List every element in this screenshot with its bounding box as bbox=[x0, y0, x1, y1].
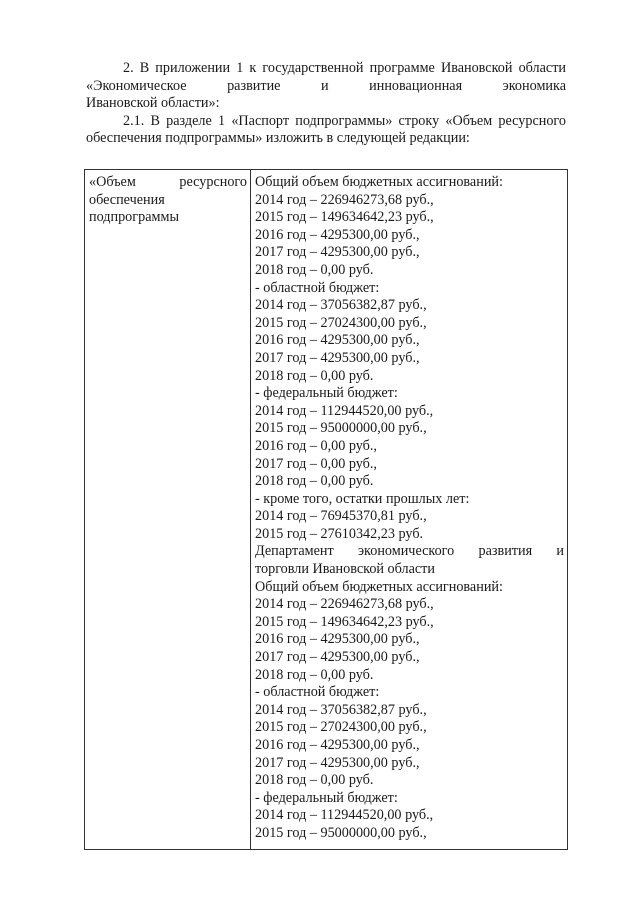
value-line: 2014 год – 226946273,68 руб., bbox=[255, 191, 434, 208]
value-line: 2017 год – 0,00 руб., bbox=[255, 455, 377, 472]
value-line: 2014 год – 37056382,87 руб., bbox=[255, 297, 427, 314]
value-line: 2014 год – 112944520,00 руб., bbox=[255, 807, 434, 824]
value-line: 2016 год – 4295300,00 руб., bbox=[255, 226, 420, 243]
intro-p1-line1: 2. В приложении 1 к государственной программе Ивановской bbox=[123, 60, 513, 76]
value-line: - кроме того, остатки прошлых лет: bbox=[255, 490, 470, 507]
table-row bbox=[85, 170, 568, 850]
row-label-line: подпрограммы bbox=[89, 209, 179, 226]
row-values-cell bbox=[251, 170, 568, 850]
value-line: - областной бюджет: bbox=[255, 279, 380, 296]
value-line: 2014 год – 37056382,87 руб., bbox=[255, 701, 427, 718]
value-line: Департамент экономического развития и bbox=[255, 543, 564, 560]
value-line: - областной бюджет: bbox=[255, 684, 380, 701]
value-line: 2017 год – 4295300,00 руб., bbox=[255, 349, 420, 366]
value-line: Общий объем бюджетных ассигнований: bbox=[255, 174, 503, 190]
value-line: 2015 год – 27610342,23 руб. bbox=[255, 525, 424, 542]
value-line: 2016 год – 4295300,00 руб., bbox=[255, 631, 420, 648]
value-line: 2015 год – 27024300,00 руб., bbox=[255, 314, 427, 331]
value-line: 2018 год – 0,00 руб. bbox=[255, 772, 374, 789]
intro-p1-line2: области «Экономическое развитие и инновационная экономика bbox=[86, 60, 567, 94]
value-line: - федеральный бюджет: bbox=[255, 789, 398, 806]
value-line: 2016 год – 4295300,00 руб., bbox=[255, 737, 420, 753]
row-label-cell bbox=[85, 170, 251, 850]
row-label-line: «Объем ресурсного bbox=[89, 174, 247, 190]
intro-p2-line1: 2.1. В разделе 1 «Паспорт подпрограммы» строку «Объем ресурсного bbox=[123, 112, 566, 129]
intro-paragraph-1-end: Ивановской области»: bbox=[86, 95, 220, 112]
value-line: 2015 год – 95000000,00 руб., bbox=[255, 824, 427, 841]
value-line: 2014 год – 226946273,68 руб., bbox=[255, 596, 434, 613]
value-line: 2015 год – 149634642,23 руб., bbox=[255, 209, 434, 226]
value-line: 2014 год – 76945370,81 руб., bbox=[255, 508, 427, 525]
value-line: 2018 год – 0,00 руб. bbox=[255, 473, 374, 490]
value-line: 2017 год – 4295300,00 руб., bbox=[255, 244, 420, 261]
value-line: Общий объем бюджетных ассигнований: bbox=[255, 578, 503, 595]
intro-text bbox=[86, 60, 566, 148]
resource-table bbox=[84, 169, 568, 850]
intro-paragraph-1 bbox=[86, 60, 566, 95]
value-line: 2018 год – 0,00 руб. bbox=[255, 261, 374, 278]
value-line: 2016 год – 0,00 руб., bbox=[255, 437, 377, 454]
value-line: 2015 год – 27024300,00 руб., bbox=[255, 719, 427, 736]
value-line: 2016 год – 4295300,00 руб., bbox=[255, 332, 420, 349]
intro-paragraph-2 bbox=[86, 113, 566, 148]
value-line: 2015 год – 95000000,00 руб., bbox=[255, 420, 427, 437]
row-label-line: обеспечения bbox=[89, 191, 165, 208]
value-line: 2018 год – 0,00 руб. bbox=[255, 367, 374, 384]
value-line: 2017 год – 4295300,00 руб., bbox=[255, 754, 420, 771]
value-line: 2018 год – 0,00 руб. bbox=[255, 666, 374, 683]
value-line: 2014 год – 112944520,00 руб., bbox=[255, 402, 434, 419]
value-line: торговли Ивановской области bbox=[255, 561, 435, 578]
value-line: 2017 год – 4295300,00 руб., bbox=[255, 649, 420, 666]
value-line: - федеральный бюджет: bbox=[255, 385, 398, 402]
value-line: 2015 год – 149634642,23 руб., bbox=[255, 613, 434, 630]
intro-p2-line2: обеспечения подпрограммы» изложить в следующей редакции: bbox=[86, 130, 470, 147]
